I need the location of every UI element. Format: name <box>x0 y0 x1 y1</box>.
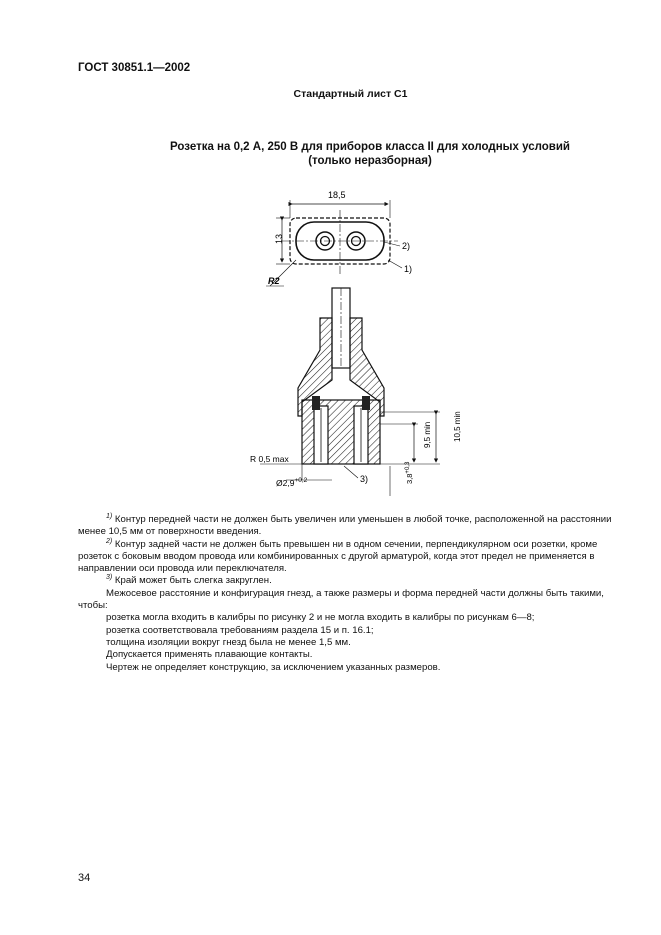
paragraph-1: Межосевое расстояние и конфигурация гнезд, а также размеры и форма передней части должны быть такими, чтобы: <box>78 587 604 612</box>
title-line-2: (только неразборная) <box>308 155 432 167</box>
standard-header: ГОСТ 30851.1—2002 <box>78 62 191 74</box>
paragraph-4: толщина изоляции вокруг гнезд была не менее 1,5 мм. <box>106 636 351 648</box>
note-1: $^{1)}$ Контур передней части не должен быть увеличен или уменьшен в любой точке, расположенной на расстоянии менее 10,5 мм от поверхности введения. <box>78 512 612 538</box>
paragraph-2: розетка могла входить в калибры по рисунку 2 и не могла входить в калибры по рисункам 6—8; <box>106 612 535 624</box>
note-3: $^{3)}$ Край может быть слегка закруглен. <box>106 574 272 587</box>
min-dim-2: 10,5 min <box>453 411 462 442</box>
sheet-label: Стандартный лист С1 <box>293 88 408 100</box>
face-view <box>266 200 402 286</box>
note-2: $^{2)}$ Контур задней части не должен быть превышен ни в одном сечении, перпендикулярном оси розетки, кроме розеток с боковым вводом провода или комбинированных с другой арматурой, когда этот предел не применяется в направлении оси провода или переключателя. <box>78 537 598 575</box>
min-dim-1: 9,5 min <box>423 421 432 448</box>
paragraph-5: Допускается применять плавающие контакты. <box>106 649 313 661</box>
depth-label: $3,8^{+0,3}$ <box>405 461 414 484</box>
radius-label: R2 <box>268 276 280 286</box>
paragraph-3: розетка соответствовала требованиям раздела 15 и п. 16.1; <box>106 624 374 636</box>
dim-width: 18,5 <box>328 190 346 200</box>
title-line-1: Розетка на 0,2 А, 250 В для приборов класса II для холодных условий <box>170 141 570 153</box>
dim-height: 13 <box>274 233 284 244</box>
section-view <box>260 288 440 496</box>
page-title <box>120 140 620 168</box>
connector-drawing <box>240 180 460 500</box>
note-mark-1: 1) <box>404 264 413 274</box>
page-number: 34 <box>78 872 91 884</box>
notes-section <box>78 514 618 674</box>
paragraph-6: Чертеж не определяет конструкцию, за исключением указанных размеров. <box>106 661 441 673</box>
r-max-label: R 0,5 max <box>250 454 289 464</box>
diameter-label: $Ø2,9^{+0,2}$ <box>276 477 308 488</box>
note-mark-3: 3) <box>360 474 369 484</box>
note-mark-2: 2) <box>402 241 411 251</box>
